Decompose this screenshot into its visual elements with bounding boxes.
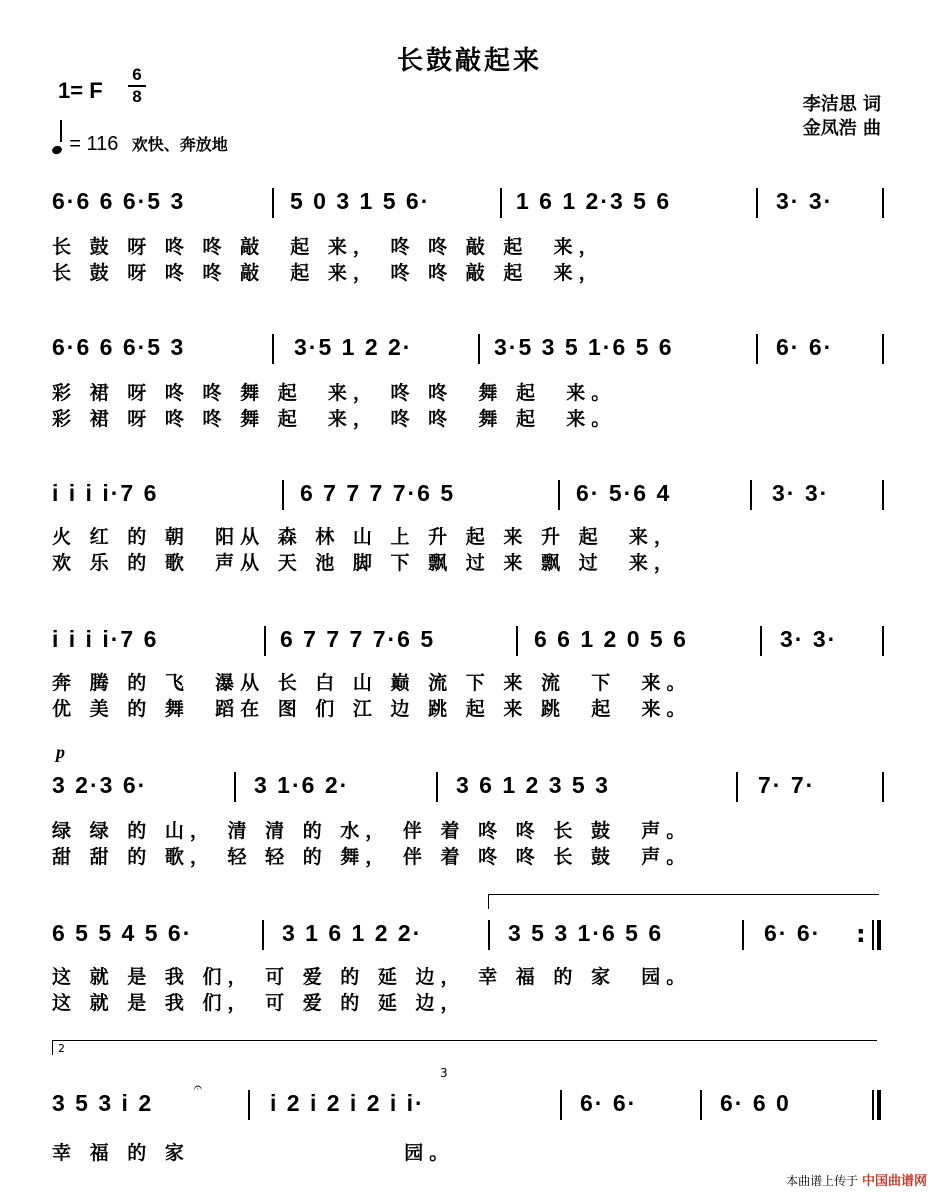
lyric-line: 火 红 的 朝 阳从 森 林 山 上 升 起 来 升 起 来， [52, 526, 679, 548]
measure-2: 5 0 3 1 5 6· [290, 188, 431, 214]
lyric-line: 幸 福 的 家 园。 [52, 1142, 455, 1164]
lyric-line: 欢 乐 的 歌 声从 天 池 脚 下 飘 过 来 飘 过 来， [52, 552, 679, 574]
lyric-line: 长 鼓 呀 咚 咚 敲 起 来， 咚 咚 敲 起 来， [52, 262, 604, 284]
measure-2: 3·5 1 2 2· [294, 334, 413, 360]
system-6 [50, 920, 890, 950]
key-signature: 1= F [58, 78, 103, 103]
system-2 [50, 334, 890, 364]
measure-2: 3 1 6 1 2 2· [282, 920, 423, 946]
measure-1: i i i i·7 6 [52, 480, 159, 506]
lyric-line: 这 就 是 我 们， 可 爱 的 延 边， 幸 福 的 家 园。 [52, 966, 692, 988]
measure-1: 3 2·3 6· [52, 772, 148, 798]
volta-bracket-1 [488, 894, 879, 909]
measure-3: 3 5 3 1·6 5 6 [508, 920, 664, 946]
measure-3: 6 6 1 2 0 5 6 [534, 626, 688, 652]
system-1 [50, 188, 890, 218]
measure-1: 6·6 6 6·5 3 [52, 334, 186, 360]
system-4 [50, 626, 890, 656]
measure-4: 3· 3· [776, 188, 834, 214]
measure-1: 3 5 3 i 2 [52, 1090, 154, 1116]
lyricist-credit: 李洁思 词 [802, 94, 881, 115]
lyric-line: 绿 绿 的 山， 清 清 的 水， 伴 着 咚 咚 长 鼓 声。 [52, 820, 692, 842]
quarter-note-icon [51, 145, 63, 156]
system-5 [50, 772, 890, 802]
lyric-line: 长 鼓 呀 咚 咚 敲 起 来， 咚 咚 敲 起 来， [52, 236, 604, 258]
measure-3: 6· 5·6 4 [576, 480, 672, 506]
lyric-line: 奔 腾 的 飞 瀑从 长 白 山 巅 流 下 来 流 下 来。 [52, 672, 692, 694]
volta-bracket-2 [52, 1040, 877, 1055]
system-3 [50, 480, 890, 510]
measure-3: 3·5 3 5 1·6 5 6 [494, 334, 674, 360]
lyric-line: 这 就 是 我 们， 可 爱 的 延 边， [52, 992, 466, 1014]
lyric-line: 彩 裙 呀 咚 咚 舞 起 来， 咚 咚 舞 起 来。 [52, 382, 617, 404]
measure-2: 6 7 7 7 7·6 5 [300, 480, 456, 506]
measure-1: 6·6 6 6·5 3 [52, 188, 186, 214]
dynamic-marking: p [56, 742, 65, 762]
measure-4: 6· 6 0 [720, 1090, 791, 1116]
measure-4: 6· 6· [776, 334, 834, 360]
measure-1: 6 5 5 4 5 6· [52, 920, 193, 946]
measure-3: 6· 6· [580, 1090, 638, 1116]
lyric-line: 优 美 的 舞 蹈在 图 们 江 边 跳 起 来 跳 起 来。 [52, 698, 692, 720]
measure-2: 3 1·6 2· [254, 772, 350, 798]
measure-3: 3 6 1 2 3 5 3 [456, 772, 610, 798]
tempo-expression: 欢快、奔放地 [131, 137, 228, 154]
site-brand[interactable]: 中国曲谱网 [861, 1174, 927, 1189]
fermata-icon: 𝄐 [194, 1080, 202, 1096]
lyric-line: 甜 甜 的 歌， 轻 轻 的 舞， 伴 着 咚 咚 长 鼓 声。 [52, 846, 692, 868]
volta-number: 2 [58, 1042, 65, 1055]
measure-4: 3· 3· [780, 626, 838, 652]
repeat-sign: : [856, 920, 866, 948]
measure-3: 1 6 1 2·3 5 6 [516, 188, 672, 214]
meter-top: 6 [132, 65, 142, 84]
measure-2: i 2 i 2 i 2 i i· [270, 1090, 425, 1116]
lyric-line: 彩 裙 呀 咚 咚 舞 起 来， 咚 咚 舞 起 来。 [52, 408, 617, 430]
tempo-value: = 116 [69, 133, 119, 155]
measure-4: 3· 3· [772, 480, 830, 506]
measure-1: i i i i·7 6 [52, 626, 159, 652]
time-signature [128, 66, 146, 106]
tempo-marking [52, 128, 228, 156]
triplet-mark: 3 [440, 1066, 448, 1080]
measure-2: 6 7 7 7 7·6 5 [280, 626, 436, 652]
measure-4: 7· 7· [758, 772, 816, 798]
footer-prefix: 本曲谱上传于 [786, 1174, 859, 1188]
source-footer [786, 1170, 927, 1189]
meter-bottom: 8 [132, 87, 142, 106]
measure-4: 6· 6· [764, 920, 822, 946]
page-title: 长鼓敲起来 [396, 46, 542, 76]
composer-credit: 金凤浩 曲 [802, 118, 881, 139]
system-7 [50, 1090, 890, 1120]
